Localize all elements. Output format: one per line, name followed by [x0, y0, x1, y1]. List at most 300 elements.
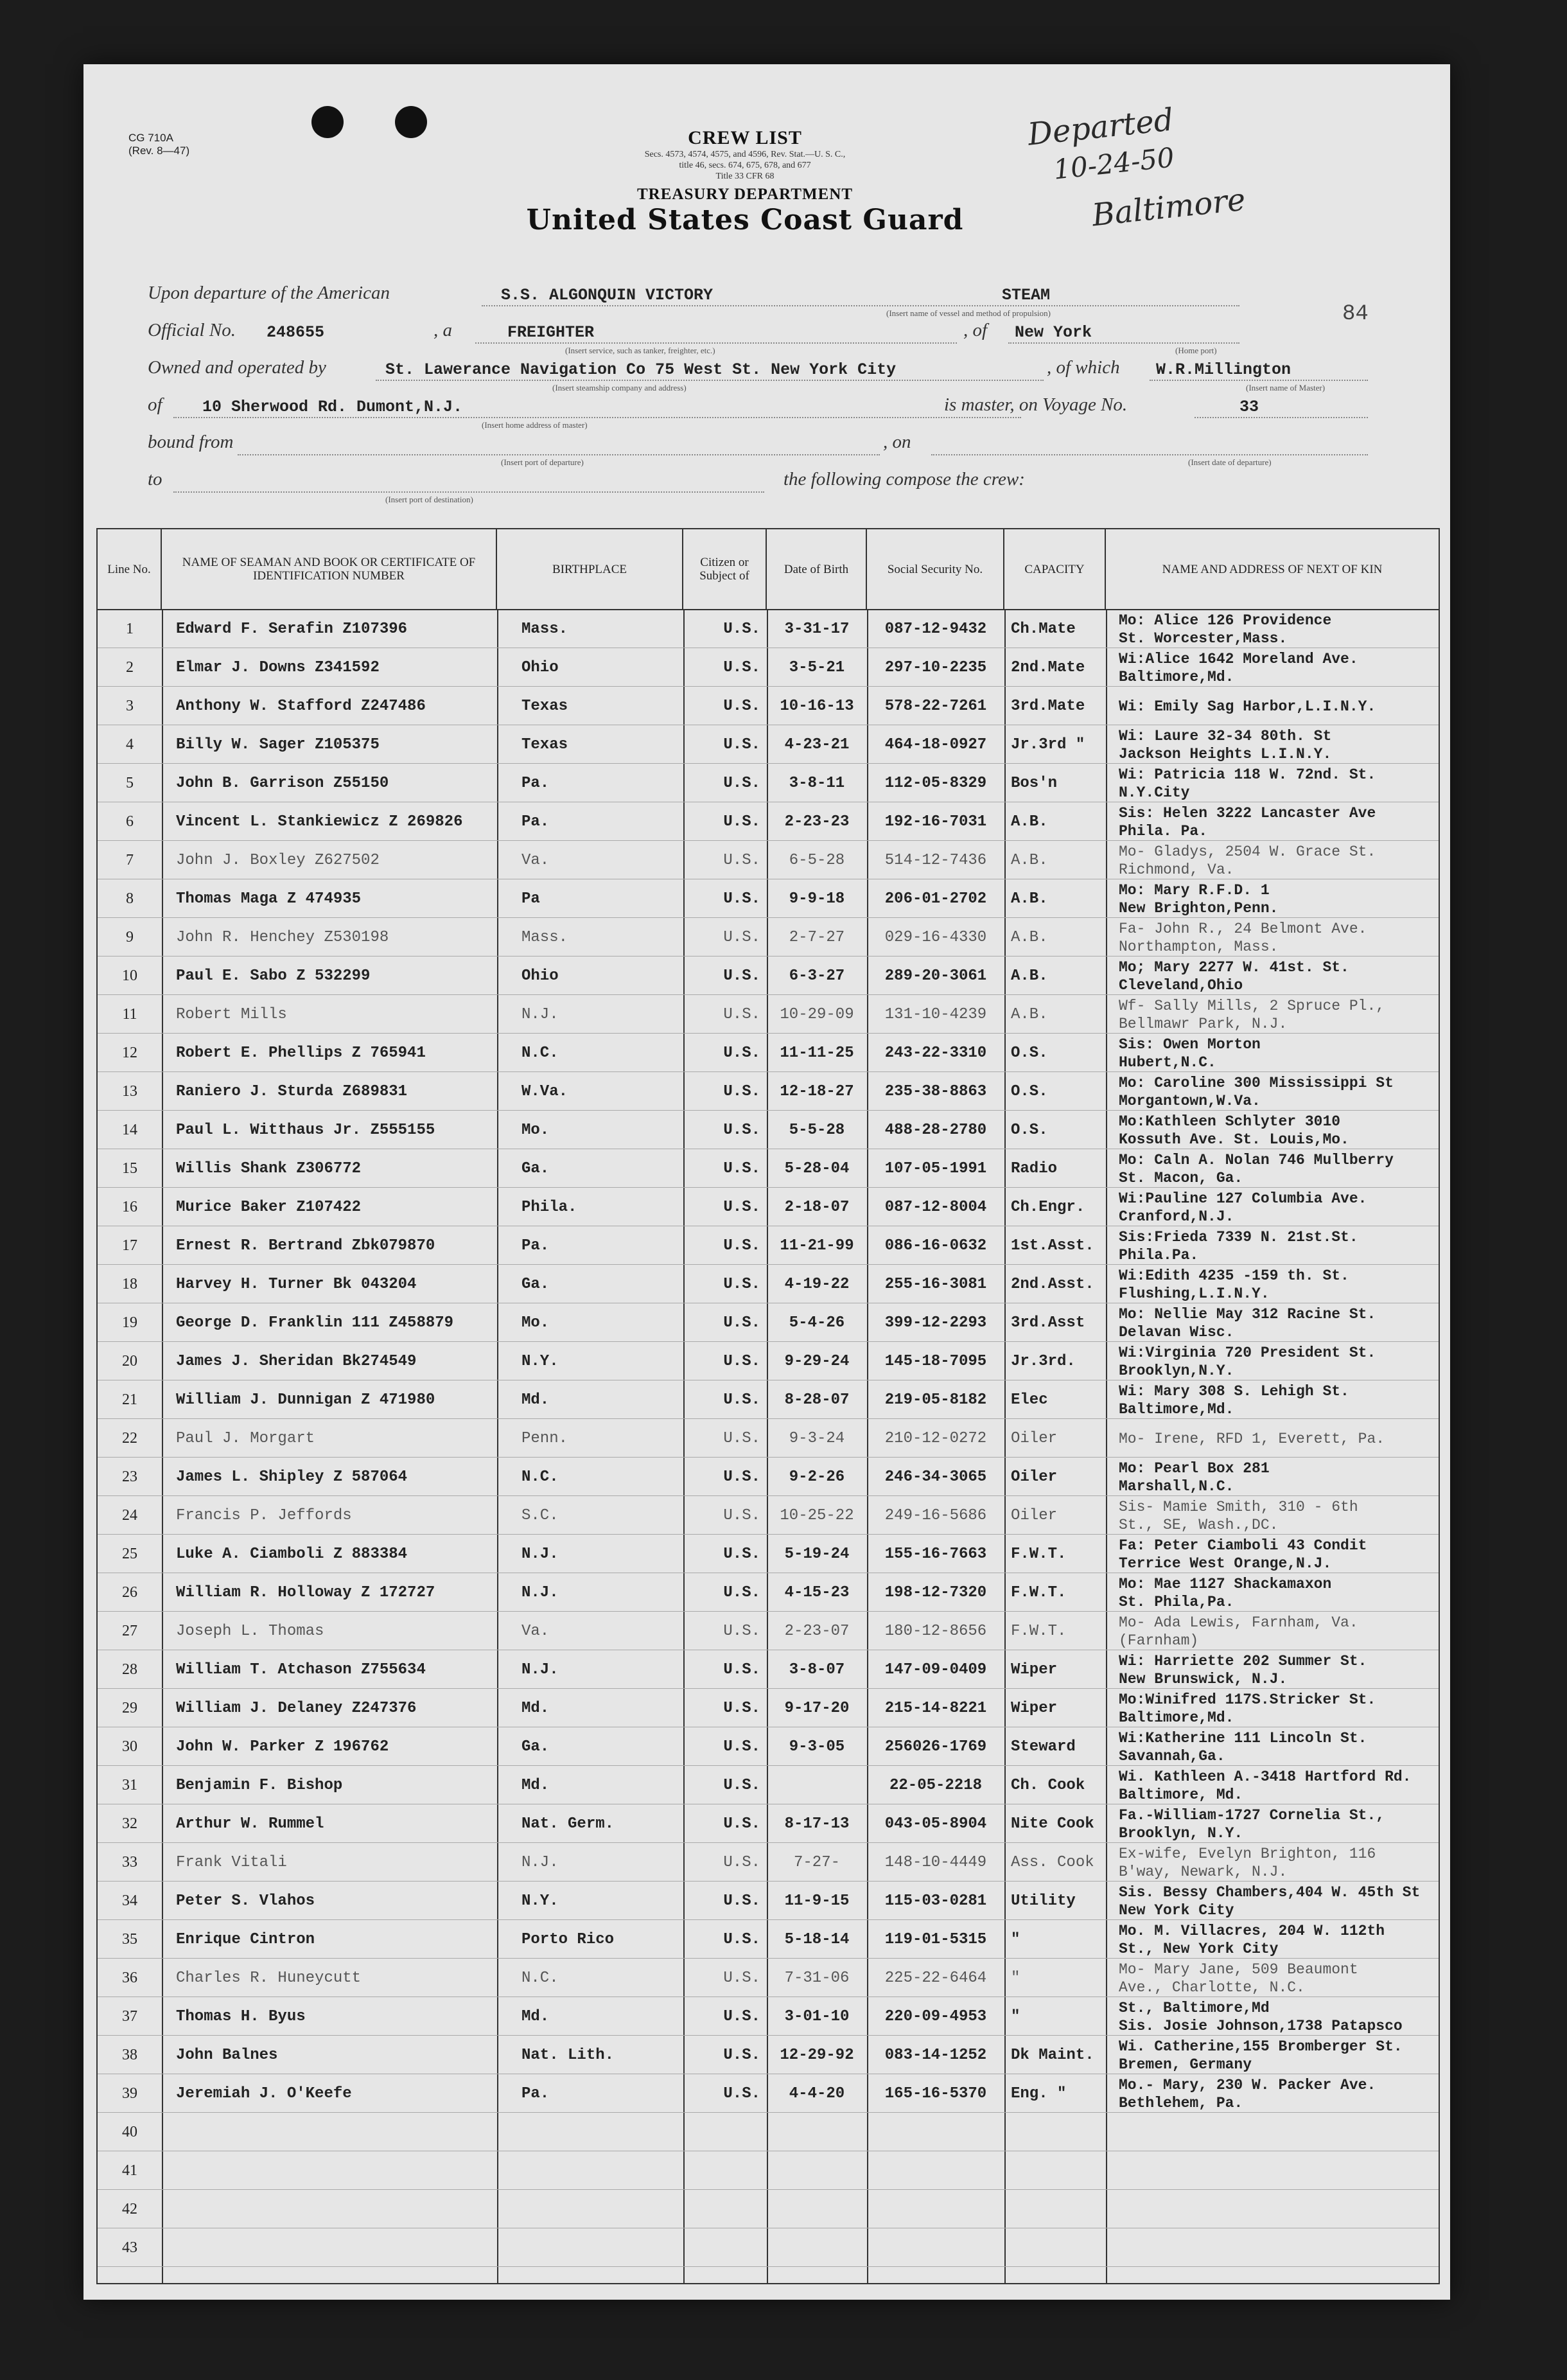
citizenship: U.S. [723, 1276, 760, 1293]
next-of-kin-line-2: St. Phila,Pa. [1119, 1593, 1234, 1610]
next-of-kin-line-1: Wi:Virginia 720 President St. [1119, 1344, 1376, 1361]
next-of-kin-line-2: N.Y.City [1119, 784, 1190, 801]
col-capacity: CAPACITY [1004, 529, 1106, 609]
birthplace: N.C. [521, 1468, 559, 1486]
social-security-number: 206-01-2702 [884, 890, 987, 908]
birthplace: Porto Rico [521, 1931, 615, 1948]
next-of-kin-line-1: Mo. M. Villacres, 204 W. 112th [1119, 1922, 1385, 1939]
birthplace: N.C. [521, 1970, 559, 1987]
birthplace: Texas [521, 698, 568, 715]
next-of-kin-line-1: Wi:Pauline 127 Columbia Ave. [1119, 1190, 1367, 1207]
capacity [1004, 2152, 1106, 2190]
next-of-kin [1106, 1265, 1439, 1303]
next-of-kin [1106, 842, 1439, 879]
citizenship: U.S. [723, 1199, 760, 1216]
a-label: , a [433, 320, 452, 340]
next-of-kin-line-1: Mo.- Mary, 230 W. Packer Ave. [1119, 2076, 1376, 2094]
seaman-name: Paul J. Morgart [176, 1430, 315, 1447]
capacity [1004, 2190, 1106, 2228]
date-of-birth: 3-01-10 [784, 2008, 850, 2025]
seaman-name: James J. Sheridan Bk274549 [176, 1353, 417, 1370]
next-of-kin-line-2: St., New York City [1119, 1940, 1279, 1957]
seaman-name: Robert Mills [176, 1006, 287, 1023]
next-of-kin [1106, 1535, 1439, 1573]
next-of-kin [1106, 1381, 1439, 1419]
next-of-kin-line-2: Cleveland,Ohio [1119, 976, 1243, 994]
birthplace: W.Va. [521, 1083, 568, 1100]
next-of-kin [1106, 687, 1439, 725]
social-security-number: 246-34-3065 [884, 1468, 987, 1486]
next-of-kin [1106, 610, 1439, 648]
capacity: Radio [1011, 1160, 1058, 1177]
vessel-service: FREIGHTER [507, 323, 595, 342]
citizenship: U.S. [723, 775, 760, 792]
date-of-birth: 3-5-21 [789, 659, 845, 676]
capacity: Elec [1011, 1391, 1048, 1409]
table-row [98, 803, 1439, 841]
date-of-birth [767, 2190, 867, 2228]
crew-list-document [83, 64, 1450, 2300]
seaman-name: Willis Shank Z306772 [176, 1160, 362, 1177]
table-row [98, 2152, 1439, 2190]
seaman-name [162, 2190, 497, 2228]
date-of-birth: 3-31-17 [784, 621, 850, 638]
social-security-number: 145-18-7095 [884, 1353, 987, 1370]
next-of-kin-line-2: St. Macon, Ga. [1119, 1169, 1243, 1186]
next-of-kin-line-1: Wi. Catherine,155 Bromberger St. [1119, 2038, 1403, 2055]
date-of-birth: 5-18-14 [784, 1931, 850, 1948]
next-of-kin [1106, 1111, 1439, 1149]
social-security-number: 147-09-0409 [884, 1661, 987, 1679]
birthplace: Nat. Germ. [521, 1815, 615, 1833]
table-row [98, 1343, 1439, 1380]
home-port-line [1008, 342, 1239, 344]
master-line [1150, 380, 1368, 381]
page-number: 84 [1342, 302, 1369, 326]
next-of-kin-line-2: Flushing,L.I.N.Y. [1119, 1285, 1270, 1302]
table-row [98, 1574, 1439, 1612]
date-of-birth: 12-18-27 [780, 1083, 854, 1100]
citizenship: U.S. [723, 736, 760, 754]
line-number: 19 [122, 1314, 137, 1331]
birthplace: Phila. [521, 1199, 577, 1216]
next-of-kin [1106, 1458, 1439, 1496]
line-number: 9 [126, 929, 134, 946]
line-number: 5 [126, 775, 134, 791]
form-statutes: title 46, secs. 674, 675, 678, and 677 [679, 161, 811, 170]
col-citizen: Citizen or Subject of [683, 529, 767, 609]
next-of-kin [1106, 726, 1439, 764]
line-number: 7 [126, 852, 134, 868]
next-of-kin-line-2: Baltimore,Md. [1119, 1400, 1234, 1418]
table-row [98, 1998, 1439, 2036]
social-security-number: 255-16-3081 [884, 1276, 987, 1293]
table-row [98, 996, 1439, 1034]
master-hint: (Insert name of Master) [1246, 383, 1326, 392]
social-security-number [867, 2190, 1004, 2228]
seaman-name: Charles R. Huneycutt [176, 1970, 362, 1987]
next-of-kin [1106, 2152, 1439, 2190]
date-of-birth: 8-17-13 [784, 1815, 850, 1833]
line-number: 36 [122, 1970, 137, 1986]
next-of-kin-line-2: Bremen, Germany [1119, 2056, 1252, 2073]
line-number: 16 [122, 1199, 137, 1215]
capacity: " [1011, 1970, 1020, 1987]
line-number: 42 [122, 2201, 137, 2217]
table-row [98, 1651, 1439, 1689]
capacity: 3rd.Asst [1011, 1314, 1085, 1332]
table-row [98, 1073, 1439, 1111]
col-name: NAME OF SEAMAN AND BOOK OR CERTIFICATE OF IDENTIFICATION NUMBER [162, 529, 497, 609]
table-row [98, 1111, 1439, 1149]
birthplace: N.J. [521, 1854, 559, 1871]
date-of-birth: 7-31-06 [784, 1970, 850, 1987]
line-number: 4 [126, 736, 134, 753]
table-row [98, 880, 1439, 918]
seaman-name: Enrique Cintron [176, 1931, 315, 1948]
capacity: O.S. [1011, 1122, 1048, 1139]
next-of-kin [1106, 1073, 1439, 1111]
date-of-birth: 11-9-15 [784, 1892, 850, 1910]
table-header [98, 529, 1439, 610]
social-security-number [867, 2152, 1004, 2190]
seaman-name [162, 2152, 497, 2190]
handwritten-date: 10-24-50 [1051, 141, 1176, 186]
table-row [98, 1844, 1439, 1882]
line-number: 12 [122, 1045, 137, 1061]
citizenship: U.S. [723, 1083, 760, 1100]
line-number: 26 [122, 1584, 137, 1601]
seaman-name: Thomas H. Byus [176, 2008, 306, 2025]
social-security-number [867, 2229, 1004, 2267]
line-number: 13 [122, 1083, 137, 1100]
capacity: Oiler [1011, 1468, 1058, 1486]
next-of-kin-line-2: Cranford,N.J. [1119, 1208, 1234, 1225]
seaman-name: Frank Vitali [176, 1854, 287, 1871]
voyage-line [1195, 417, 1368, 418]
line-number: 11 [122, 1006, 137, 1023]
next-of-kin-line-1: Mo- Ada Lewis, Farnham, Va. [1119, 1614, 1358, 1631]
seaman-name: William J. Delaney Z247376 [176, 1700, 417, 1717]
is-master-label: is master, on Voyage No. [944, 394, 1128, 415]
date-of-birth: 3-8-11 [789, 775, 845, 792]
capacity: A.B. [1011, 1006, 1048, 1023]
date-of-birth: 9-29-24 [784, 1353, 850, 1370]
next-of-kin-line-2: Baltimore, Md. [1119, 1786, 1243, 1803]
seaman-name: Thomas Maga Z 474935 [176, 890, 362, 908]
punch-hole [311, 106, 344, 138]
next-of-kin-line-2: B'way, Newark, N.J. [1119, 1863, 1288, 1880]
vessel-name: S.S. ALGONQUIN VICTORY [501, 286, 713, 304]
home-port: New York [1015, 323, 1092, 342]
citizenship: U.S. [723, 1546, 760, 1563]
next-of-kin [1106, 1882, 1439, 1920]
seaman-name: William R. Holloway Z 172727 [176, 1584, 435, 1601]
next-of-kin-line-1: Sis:Frieda 7339 N. 21st.St. [1119, 1228, 1358, 1246]
official-number: 248655 [267, 323, 325, 342]
citizenship [683, 2113, 767, 2151]
next-of-kin [1106, 1304, 1439, 1342]
citizenship: U.S. [723, 2047, 760, 2064]
citizenship: U.S. [723, 1507, 760, 1524]
date-of-birth: 10-16-13 [780, 698, 854, 715]
next-of-kin-line-1: Sis: Helen 3222 Lancaster Ave [1119, 804, 1376, 822]
capacity: Wiper [1011, 1661, 1058, 1679]
birthplace: Penn. [521, 1430, 568, 1447]
company-hint: (Insert steamship company and address) [552, 383, 687, 392]
capacity: F.W.T. [1011, 1584, 1067, 1601]
next-of-kin [1106, 1574, 1439, 1612]
punch-hole [395, 106, 427, 138]
next-of-kin [1106, 957, 1439, 995]
social-security-number: 399-12-2293 [884, 1314, 987, 1332]
date-of-birth: 4-4-20 [789, 2085, 845, 2102]
capacity: Ass. Cook [1011, 1854, 1094, 1871]
next-of-kin-line-2: Ave., Charlotte, N.C. [1119, 1979, 1305, 1996]
birthplace: N.Y. [521, 1353, 559, 1370]
next-of-kin [1106, 1921, 1439, 1959]
next-of-kin-line-2: New Brunswick, N.J. [1119, 1670, 1288, 1688]
seaman-name: Elmar J. Downs Z341592 [176, 659, 380, 676]
next-of-kin [1106, 803, 1439, 841]
table-row [98, 687, 1439, 725]
date-of-birth: 12-29-92 [780, 2047, 854, 2064]
seaman-name: Paul L. Witthaus Jr. Z555155 [176, 1122, 435, 1139]
next-of-kin-line-1: Sis. Bessy Chambers,404 W. 45th St [1119, 1883, 1421, 1901]
birthplace: Ga. [521, 1160, 550, 1177]
seaman-name: George D. Franklin 111 Z458879 [176, 1314, 454, 1332]
department-name: TREASURY DEPARTMENT [636, 186, 854, 203]
col-kin: NAME AND ADDRESS OF NEXT OF KIN [1162, 562, 1383, 576]
port-departure-line [238, 454, 880, 455]
line-number: 21 [122, 1391, 137, 1408]
table-row [98, 1689, 1439, 1727]
table-row [98, 1805, 1439, 1843]
table-row [98, 1150, 1439, 1188]
citizenship: U.S. [723, 1970, 760, 1987]
next-of-kin [1106, 1767, 1439, 1804]
line-number: 31 [122, 1777, 137, 1794]
table-row [98, 1497, 1439, 1535]
citizenship: U.S. [723, 1623, 760, 1640]
home-port-hint: (Home port) [1175, 346, 1217, 355]
line-number: 2 [126, 659, 134, 676]
next-of-kin-line-1: Fa- John R., 24 Belmont Ave. [1119, 920, 1367, 937]
line-number: 3 [126, 698, 134, 714]
capacity: Oiler [1011, 1507, 1058, 1524]
date-of-birth: 2-23-23 [784, 813, 850, 831]
seaman-name: Vincent L. Stankiewicz Z 269826 [176, 813, 463, 831]
next-of-kin-line-1: Wi: Emily Sag Harbor,L.I.N.Y. [1119, 698, 1376, 715]
seaman-name: Arthur W. Rummel [176, 1815, 324, 1833]
citizenship: U.S. [723, 2008, 760, 2025]
date-of-birth: 11-11-25 [780, 1045, 854, 1062]
official-label: Official No. [148, 320, 236, 340]
col-ssn: Social Security No. [867, 529, 1004, 609]
next-of-kin [1106, 996, 1439, 1034]
citizenship: U.S. [723, 1045, 760, 1062]
next-of-kin-line-2: Baltimore,Md. [1119, 1709, 1234, 1726]
citizenship: U.S. [723, 1468, 760, 1486]
of2-label: of [148, 394, 162, 415]
seaman-name: John B. Garrison Z55150 [176, 775, 389, 792]
next-of-kin-line-1: Fa: Peter Ciamboli 43 Condit [1119, 1537, 1367, 1554]
capacity: 1st.Asst. [1011, 1237, 1094, 1255]
date-of-birth: 6-3-27 [789, 967, 845, 985]
birthplace [497, 2229, 683, 2267]
capacity: Jr.3rd. [1011, 1353, 1076, 1370]
date-of-birth: 2-18-07 [784, 1199, 850, 1216]
birthplace: Ohio [521, 659, 559, 676]
citizenship: U.S. [723, 890, 760, 908]
capacity: " [1011, 2008, 1020, 2025]
birthplace: Nat. Lith. [521, 2047, 615, 2064]
citizenship: U.S. [723, 967, 760, 985]
next-of-kin [1106, 1728, 1439, 1766]
date-of-birth: 2-7-27 [789, 929, 845, 946]
date-of-birth [767, 1767, 867, 1804]
table-row [98, 1420, 1439, 1458]
next-of-kin [1106, 1612, 1439, 1650]
citizenship: U.S. [723, 929, 760, 946]
line-number: 10 [122, 967, 137, 984]
capacity: A.B. [1011, 813, 1048, 831]
next-of-kin [1106, 764, 1439, 802]
date-of-birth: 5-4-26 [789, 1314, 845, 1332]
line-number: 6 [126, 813, 134, 830]
social-security-number: 235-38-8863 [884, 1083, 987, 1100]
social-security-number: 107-05-1991 [884, 1160, 987, 1177]
capacity: F.W.T. [1011, 1623, 1067, 1640]
next-of-kin-line-2: Marshall,N.C. [1119, 1477, 1234, 1495]
vessel-line [482, 305, 1239, 306]
next-of-kin-line-2: Brooklyn, N.Y. [1119, 1824, 1243, 1842]
line-number: 25 [122, 1546, 137, 1562]
next-of-kin-line-2: Brooklyn,N.Y. [1119, 1362, 1234, 1379]
next-of-kin-line-1: Mo- Irene, RFD 1, Everett, Pa. [1119, 1430, 1385, 1447]
master-address-hint: (Insert home address of master) [482, 420, 588, 430]
birthplace: Mo. [521, 1122, 550, 1139]
social-security-number: 464-18-0927 [884, 736, 987, 754]
line-number: 8 [126, 890, 134, 907]
birthplace: Md. [521, 1700, 550, 1717]
social-security-number: 086-16-0632 [884, 1237, 987, 1255]
table-row [98, 1535, 1439, 1573]
birthplace [497, 2113, 683, 2151]
next-of-kin-line-1: St., Baltimore,Md [1119, 1999, 1270, 2016]
line-number: 35 [122, 1931, 137, 1948]
birthplace: Ga. [521, 1276, 550, 1293]
line-number: 18 [122, 1276, 137, 1292]
social-security-number: 029-16-4330 [884, 929, 987, 946]
destination-line [173, 491, 764, 493]
master-name: W.R.Millington [1156, 360, 1291, 379]
next-of-kin [1106, 1227, 1439, 1265]
capacity [1004, 2113, 1106, 2151]
social-security-number: 192-16-7031 [884, 813, 987, 831]
table-row [98, 842, 1439, 879]
line-number: 20 [122, 1353, 137, 1370]
citizenship: U.S. [723, 813, 760, 831]
citizenship: U.S. [723, 1160, 760, 1177]
birthplace [497, 2152, 683, 2190]
line-number: 1 [126, 621, 134, 637]
date-of-birth: 3-8-07 [789, 1661, 845, 1679]
birthplace: Ohio [521, 967, 559, 985]
date-of-birth: 10-29-09 [780, 1006, 854, 1023]
col-line-no: Line No. [98, 529, 162, 609]
capacity: A.B. [1011, 890, 1048, 908]
table-row [98, 1034, 1439, 1072]
table-row [98, 1304, 1439, 1342]
capacity: Wiper [1011, 1700, 1058, 1717]
social-security-number: 165-16-5370 [884, 2085, 987, 2102]
capacity: Steward [1011, 1738, 1076, 1756]
to-label: to [148, 469, 162, 489]
citizenship: U.S. [723, 1314, 760, 1332]
next-of-kin-line-2: (Farnham) [1119, 1632, 1199, 1649]
next-of-kin-line-2: Hubert,N.C. [1119, 1053, 1216, 1071]
table-row [98, 1458, 1439, 1496]
social-security-number: 043-05-8904 [884, 1815, 987, 1833]
table-row [98, 2229, 1439, 2267]
line-number: 28 [122, 1661, 137, 1678]
citizenship: U.S. [723, 1777, 760, 1794]
social-security-number: 488-28-2780 [884, 1122, 987, 1139]
capacity: Nite Cook [1011, 1815, 1094, 1833]
birthplace: Pa. [521, 2085, 550, 2102]
form-code [128, 132, 189, 157]
next-of-kin-line-1: Wf- Sally Mills, 2 Spruce Pl., [1119, 997, 1385, 1014]
seaman-name: Billy W. Sager Z105375 [176, 736, 380, 754]
next-of-kin-line-2: New Brighton,Penn. [1119, 899, 1279, 917]
line-number: 27 [122, 1623, 137, 1639]
owned-label: Owned and operated by [148, 357, 326, 378]
vessel-hint: (Insert name of vessel and method of propulsion) [886, 308, 1051, 318]
social-security-number: 083-14-1252 [884, 2047, 987, 2064]
social-security-number: 148-10-4449 [884, 1854, 987, 1871]
capacity: " [1011, 1931, 1020, 1948]
date-of-birth: 6-5-28 [789, 852, 845, 869]
social-security-number: 514-12-7436 [884, 852, 987, 869]
next-of-kin-line-1: Mo- Gladys, 2504 W. Grace St. [1119, 843, 1376, 860]
next-of-kin [1106, 919, 1439, 956]
social-security-number: 210-12-0272 [884, 1430, 987, 1447]
social-security-number: 297-10-2235 [884, 659, 987, 676]
date-of-birth [767, 2152, 867, 2190]
next-of-kin [1106, 1651, 1439, 1689]
next-of-kin [1106, 1497, 1439, 1535]
seaman-name: John Balnes [176, 2047, 278, 2064]
seaman-name: Luke A. Ciamboli Z 883384 [176, 1546, 408, 1563]
citizenship: U.S. [723, 1430, 760, 1447]
next-of-kin-line-2: Sis. Josie Johnson,1738 Patapsco [1119, 2017, 1403, 2034]
birthplace: Pa. [521, 775, 550, 792]
next-of-kin-line-1: Mo; Mary 2277 W. 41st. St. [1119, 958, 1349, 976]
capacity: A.B. [1011, 929, 1048, 946]
capacity: Dk Maint. [1011, 2047, 1094, 2064]
citizenship: U.S. [723, 1854, 760, 1871]
citizenship: U.S. [723, 1237, 760, 1255]
next-of-kin-line-1: Wi: Mary 308 S. Lehigh St. [1119, 1382, 1349, 1400]
citizenship: U.S. [723, 1661, 760, 1679]
next-of-kin-line-1: Wi:Katherine 111 Lincoln St. [1119, 1729, 1367, 1747]
citizenship: U.S. [723, 1122, 760, 1139]
date-of-birth: 9-3-24 [789, 1430, 845, 1447]
line-number: 23 [122, 1468, 137, 1485]
table-row [98, 764, 1439, 802]
next-of-kin-line-1: Wi:Alice 1642 Moreland Ave. [1119, 650, 1358, 667]
